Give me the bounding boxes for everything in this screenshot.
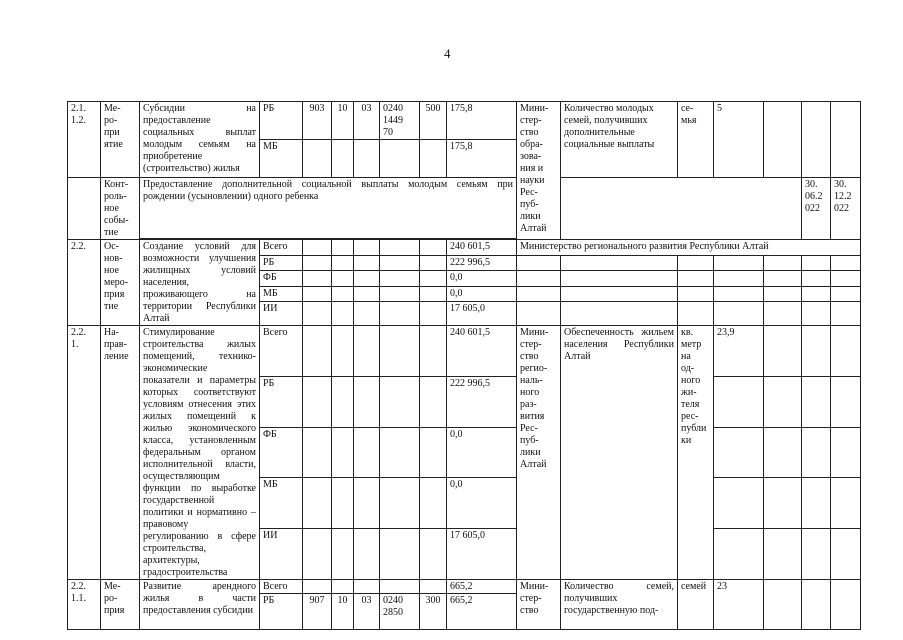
amount: 0,0 <box>447 271 517 287</box>
indicator-value: 5 <box>714 102 764 178</box>
indicator-name: Количество молодых семей, получивших дополнительные социальные выплаты <box>561 102 678 178</box>
section-code: 10 <box>332 594 354 630</box>
indicator-unit: семей <box>678 580 714 630</box>
row-number: 2.1. 1.2. <box>68 102 101 178</box>
funding-source: МБ <box>260 478 303 529</box>
funding-source: МБ <box>260 140 303 178</box>
amount: 0,0 <box>447 478 517 529</box>
funding-source: РБ <box>260 255 303 271</box>
target-article-code: 0240 1449 70 <box>380 102 420 140</box>
amount: 240 601,5 <box>447 326 517 377</box>
table-row <box>68 580 861 594</box>
executor: Мини- стер- ство регио- наль- ного раз- вития Рес- пуб- лики Алтай <box>517 326 561 580</box>
control-date-start: 30. 06.2 022 <box>802 178 831 240</box>
amount: 665,2 <box>447 580 517 594</box>
target-article-code: 0240 2850 <box>380 594 420 630</box>
row-number: 2.2. <box>68 240 101 326</box>
expense-type-code: 300 <box>420 594 447 630</box>
row-type: Конт- роль- ное собы- тие <box>101 178 140 240</box>
funding-source: РБ <box>260 594 303 630</box>
amount: 665,2 <box>447 594 517 630</box>
funding-source: ИИ <box>260 529 303 580</box>
row-name: Субсидии на предоставление социальных выплат молодым семьям на приобретение (строительство) жилья <box>140 102 260 178</box>
funding-source: Всего <box>260 240 303 256</box>
kgrbs-code: 903 <box>303 102 332 140</box>
program-table <box>67 101 861 630</box>
amount: 240 601,5 <box>447 240 517 256</box>
funding-source: ФБ <box>260 427 303 478</box>
section-code: 10 <box>332 102 354 140</box>
row-number: 2.2. 1.1. <box>68 580 101 630</box>
amount: 175,8 <box>447 140 517 178</box>
table-row <box>68 102 861 140</box>
funding-source: МБ <box>260 286 303 302</box>
row-name: Создание условий для возможности улучшения жилищных условий населения, проживающего на территории Республики Алтай <box>140 240 260 326</box>
row-number: 2.2. 1. <box>68 326 101 580</box>
funding-source: РБ <box>260 102 303 140</box>
executor: Мини- стер- ство <box>517 580 561 630</box>
row-name: Стимулирование строительства жилых помещений, технико-экономические показатели и параметры которых соответствуют условиям отнесения этих жилых помещений к жилью экономического класса, установленным федеральным органом исполнительной власти, осуществляющим функции по выработке государственной политики и нормативно – правовому регулированию в сфере строительства, архитектуры, градостроительства <box>140 326 260 580</box>
amount: 175,8 <box>447 102 517 140</box>
row-type: На- прав- ление <box>101 326 140 580</box>
row-type: Ос- нов- ное меро- прия тие <box>101 240 140 326</box>
amount: 17 605,0 <box>447 302 517 326</box>
subsection-code: 03 <box>354 102 380 140</box>
indicator-value: 23 <box>714 580 764 630</box>
amount: 17 605,0 <box>447 529 517 580</box>
amount: 222 996,5 <box>447 255 517 271</box>
funding-source: ФБ <box>260 271 303 287</box>
subsection-code: 03 <box>354 594 380 630</box>
table-row <box>68 240 861 256</box>
expense-type-code: 500 <box>420 102 447 140</box>
executor: Министерство регионального развития Республики Алтай <box>517 240 861 256</box>
page-number: 4 <box>444 46 451 61</box>
row-type: Ме- ро- прия <box>101 580 140 630</box>
amount: 0,0 <box>447 286 517 302</box>
amount: 0,0 <box>447 427 517 478</box>
funding-source: РБ <box>260 376 303 427</box>
indicator-unit: се- мья <box>678 102 714 178</box>
kgrbs-code: 907 <box>303 594 332 630</box>
funding-source: ИИ <box>260 302 303 326</box>
table-row <box>68 326 861 377</box>
indicator-name: Количество семей, получивших государственную под- <box>561 580 678 630</box>
row-type: Ме- ро- при ятие <box>101 102 140 178</box>
amount: 222 996,5 <box>447 376 517 427</box>
control-date-end: 30. 12.2 022 <box>831 178 861 240</box>
indicator-name: Обеспеченность жильем населения Республики Алтай <box>561 326 678 580</box>
funding-source: Всего <box>260 326 303 377</box>
indicator-value: 23,9 <box>714 326 764 377</box>
executor: Мини- стер- ство обра- зова- ния и науки Рес- пуб- лики Алтай <box>517 102 561 240</box>
funding-source: Всего <box>260 580 303 594</box>
row-name: Развитие арендного жилья в части предоставления субсидии <box>140 580 260 630</box>
control-event-name: Предоставление дополнительной социальной выплаты молодым семьям при рождении (усыновлении) одного ребенка <box>140 178 517 239</box>
table-row <box>68 178 861 239</box>
indicator-unit: кв. метр на од- ного жи- теля рес- публики <box>678 326 714 580</box>
